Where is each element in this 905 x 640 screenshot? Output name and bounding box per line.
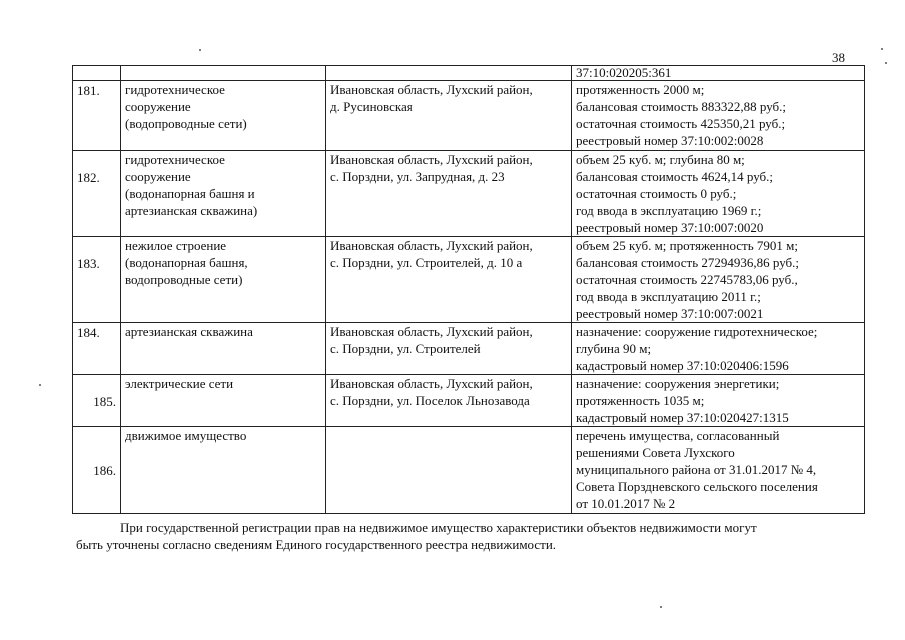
name-line: электрические сети — [125, 376, 234, 391]
page-number: 38 — [832, 50, 845, 65]
row-number: 183. — [77, 256, 100, 271]
details-line: балансовая стоимость 883322,88 руб.; — [576, 99, 786, 114]
cell-address — [326, 375, 572, 427]
details-line: протяженность 1035 м; — [576, 393, 705, 408]
details-line: объем 25 куб. м; протяженность 7901 м; — [576, 238, 798, 253]
details-line: решениями Совета Лухского — [576, 445, 735, 460]
name-line: гидротехническое — [125, 152, 225, 167]
details-line: глубина 90 м; — [576, 341, 652, 356]
cell-details — [572, 375, 865, 427]
details-line: год ввода в эксплуатацию 2011 г.; — [576, 289, 761, 304]
address-line: д. Русиновская — [330, 99, 413, 114]
cell-num — [73, 375, 121, 427]
table-row — [73, 81, 865, 151]
footer-line-1: При государственной регистрации прав на недвижимое имущество характеристики объектов недвижимости могут — [120, 520, 757, 535]
cell-address — [326, 237, 572, 323]
details-line: остаточная стоимость 22745783,06 руб., — [576, 272, 798, 287]
name-line: сооружение — [125, 169, 191, 184]
details-line: реестровый номер 37:10:007:0020 — [576, 220, 764, 235]
details-line: муниципального района от 31.01.2017 № 4, — [576, 462, 817, 477]
address-line: Ивановская область, Лухский район, — [330, 152, 533, 167]
name-line: артезианская скважина — [125, 324, 253, 339]
details-line: реестровый номер 37:10:007:0021 — [576, 306, 764, 321]
name-line: сооружение — [125, 99, 191, 114]
details-line: остаточная стоимость 0 руб.; — [576, 186, 737, 201]
cell-num — [73, 237, 121, 323]
scan-speck — [39, 384, 41, 386]
cell-details — [572, 81, 865, 151]
table-row — [73, 151, 865, 237]
name-line: гидротехническое — [125, 82, 225, 97]
address-line: Ивановская область, Лухский район, — [330, 238, 533, 253]
table-row-continuation — [73, 66, 865, 81]
cell-name — [121, 375, 326, 427]
cell-address — [326, 66, 572, 81]
table-row — [73, 427, 865, 514]
property-table — [72, 65, 865, 514]
name-line: движимое имущество — [125, 428, 247, 443]
footer-note — [76, 519, 866, 553]
details-line: балансовая стоимость 27294936,86 руб.; — [576, 255, 799, 270]
address-line: с. Порздни, ул. Строителей, д. 10 а — [330, 255, 523, 270]
row-number: 185. — [93, 394, 116, 409]
cell-num — [73, 151, 121, 237]
details-line: остаточная стоимость 425350,21 руб.; — [576, 116, 786, 131]
cell-address — [326, 427, 572, 514]
table-row — [73, 237, 865, 323]
cell-details — [572, 323, 865, 375]
cell-num — [73, 427, 121, 514]
address-line: с. Порздни, ул. Поселок Льнозавода — [330, 393, 530, 408]
address-line: Ивановская область, Лухский район, — [330, 376, 533, 391]
name-line: (водонапорная башня, — [125, 255, 248, 270]
scan-speck — [885, 62, 887, 64]
address-line: Ивановская область, Лухский район, — [330, 82, 533, 97]
cell-num — [73, 66, 121, 81]
details-line: перечень имущества, согласованный — [576, 428, 780, 443]
scan-speck — [881, 48, 883, 50]
details-line: 37:10:020205:361 — [576, 66, 672, 80]
address-line: с. Порздни, ул. Запрудная, д. 23 — [330, 169, 505, 184]
details-line: протяженность 2000 м; — [576, 82, 705, 97]
details-line: год ввода в эксплуатацию 1969 г.; — [576, 203, 762, 218]
cell-num — [73, 81, 121, 151]
name-line: (водопроводные сети) — [125, 116, 247, 131]
details-line: Совета Порздневского сельского поселения — [576, 479, 818, 494]
scan-speck — [199, 49, 201, 51]
cell-address — [326, 81, 572, 151]
table-row — [73, 375, 865, 427]
row-number: 181. — [77, 83, 100, 98]
details-line: назначение: сооружения энергетики; — [576, 376, 780, 391]
cell-name — [121, 427, 326, 514]
cell-details — [572, 66, 865, 81]
cell-num — [73, 323, 121, 375]
cell-name — [121, 81, 326, 151]
cell-details — [572, 237, 865, 323]
cell-details — [572, 427, 865, 514]
footer-line-2: быть уточнены согласно сведениям Единого государственного реестра недвижимости. — [76, 537, 557, 552]
name-line: (водонапорная башня и — [125, 186, 255, 201]
row-number: 184. — [77, 325, 100, 340]
cell-name — [121, 66, 326, 81]
scan-speck — [660, 606, 662, 608]
table-row — [73, 323, 865, 375]
details-line: балансовая стоимость 4624,14 руб.; — [576, 169, 773, 184]
details-line: объем 25 куб. м; глубина 80 м; — [576, 152, 745, 167]
cell-address — [326, 151, 572, 237]
details-line: кадастровый номер 37:10:020427:1315 — [576, 410, 789, 425]
details-line: назначение: сооружение гидротехническое; — [576, 324, 818, 339]
row-number: 182. — [77, 170, 100, 185]
cell-address — [326, 323, 572, 375]
details-line: реестровый номер 37:10:002:0028 — [576, 133, 764, 148]
name-line: нежилое строение — [125, 238, 227, 253]
cell-name — [121, 323, 326, 375]
address-line: с. Порздни, ул. Строителей — [330, 341, 481, 356]
row-number: 186. — [93, 463, 116, 478]
cell-name — [121, 237, 326, 323]
cell-details — [572, 151, 865, 237]
details-line: кадастровый номер 37:10:020406:1596 — [576, 358, 789, 373]
address-line: Ивановская область, Лухский район, — [330, 324, 533, 339]
name-line: водопроводные сети) — [125, 272, 243, 287]
details-line: от 10.01.2017 № 2 — [576, 496, 676, 511]
name-line: артезианская скважина) — [125, 203, 258, 218]
cell-name — [121, 151, 326, 237]
